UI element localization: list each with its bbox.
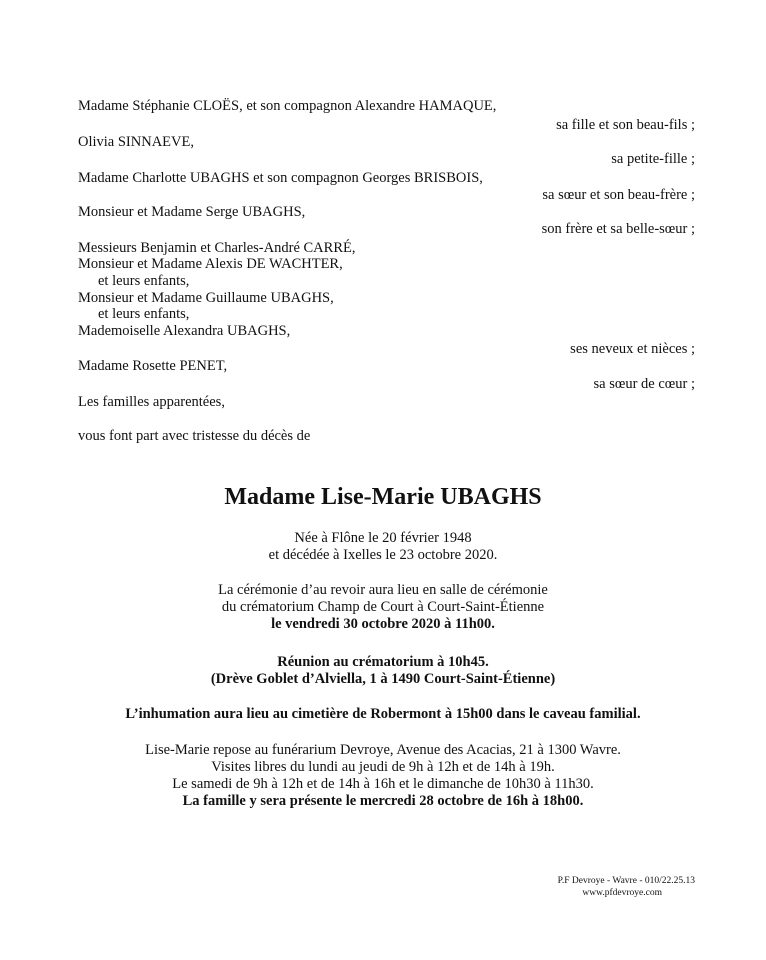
relation-label: sa sœur et son beau-frère ;: [542, 187, 695, 203]
announcement-intro: vous font part avec tristesse du décès de: [78, 428, 311, 444]
relation-label: sa sœur de cœur ;: [593, 376, 695, 392]
family-line: Monsieur et Madame Serge UBAGHS,: [78, 204, 306, 220]
visit-line: Lise-Marie repose au funérarium Devroye, Avenue des Acacias, 21 à 1300 Wavre.: [145, 742, 621, 758]
family-line: Monsieur et Madame Guillaume UBAGHS,: [78, 290, 334, 306]
death-info: et décédée à Ixelles le 23 octobre 2020.: [268, 547, 498, 563]
meeting-address: (Drève Goblet d’Alviella, 1 à 1490 Court-Saint-Étienne): [210, 671, 556, 687]
family-line: Olivia SINNAEVE,: [78, 134, 194, 150]
family-line: et leurs enfants,: [98, 306, 190, 322]
ceremony-line: La cérémonie d’au revoir aura lieu en salle de cérémonie: [218, 582, 548, 598]
meeting-time: Réunion au crématorium à 10h45.: [277, 654, 489, 670]
visit-line: Visites libres du lundi au jeudi de 9h à 12h et de 14h à 19h.: [211, 759, 555, 775]
birth-info: Née à Flône le 20 février 1948: [294, 530, 472, 546]
ceremony-line: du crématorium Champ de Court à Court-Saint-Étienne: [221, 599, 545, 615]
ceremony-date: le vendredi 30 octobre 2020 à 11h00.: [271, 616, 495, 632]
family-line: Monsieur et Madame Alexis DE WACHTER,: [78, 256, 343, 272]
burial-info: L’inhumation aura lieu au cimetière de Robermont à 15h00 dans le caveau familial.: [125, 706, 641, 722]
relation-label: son frère et sa belle-sœur ;: [541, 221, 695, 237]
family-presence: La famille y sera présente le mercredi 28 octobre de 16h à 18h00.: [182, 793, 584, 809]
family-line: Messieurs Benjamin et Charles-André CARRÉ,: [78, 240, 356, 256]
relation-label: sa fille et son beau-fils ;: [556, 117, 695, 133]
funeral-home-contact: P.F Devroye - Wavre - 010/22.25.13: [557, 876, 695, 886]
relation-label: ses neveux et nièces ;: [570, 341, 695, 357]
family-line: Madame Rosette PENET,: [78, 358, 228, 374]
visit-line: Le samedi de 9h à 12h et de 14h à 16h et le dimanche de 10h30 à 11h30.: [172, 776, 594, 792]
family-line: et leurs enfants,: [98, 273, 190, 289]
family-line: Madame Charlotte UBAGHS et son compagnon Georges BRISBOIS,: [78, 170, 483, 186]
deceased-name: Madame Lise-Marie UBAGHS: [224, 484, 542, 510]
relation-label: sa petite-fille ;: [611, 151, 695, 167]
family-line: Madame Stéphanie CLOËS, et son compagnon Alexandre HAMAQUE,: [78, 98, 497, 114]
family-line: Les familles apparentées,: [78, 394, 225, 410]
family-line: Mademoiselle Alexandra UBAGHS,: [78, 323, 291, 339]
funeral-home-website: www.pfdevroye.com: [582, 888, 662, 898]
